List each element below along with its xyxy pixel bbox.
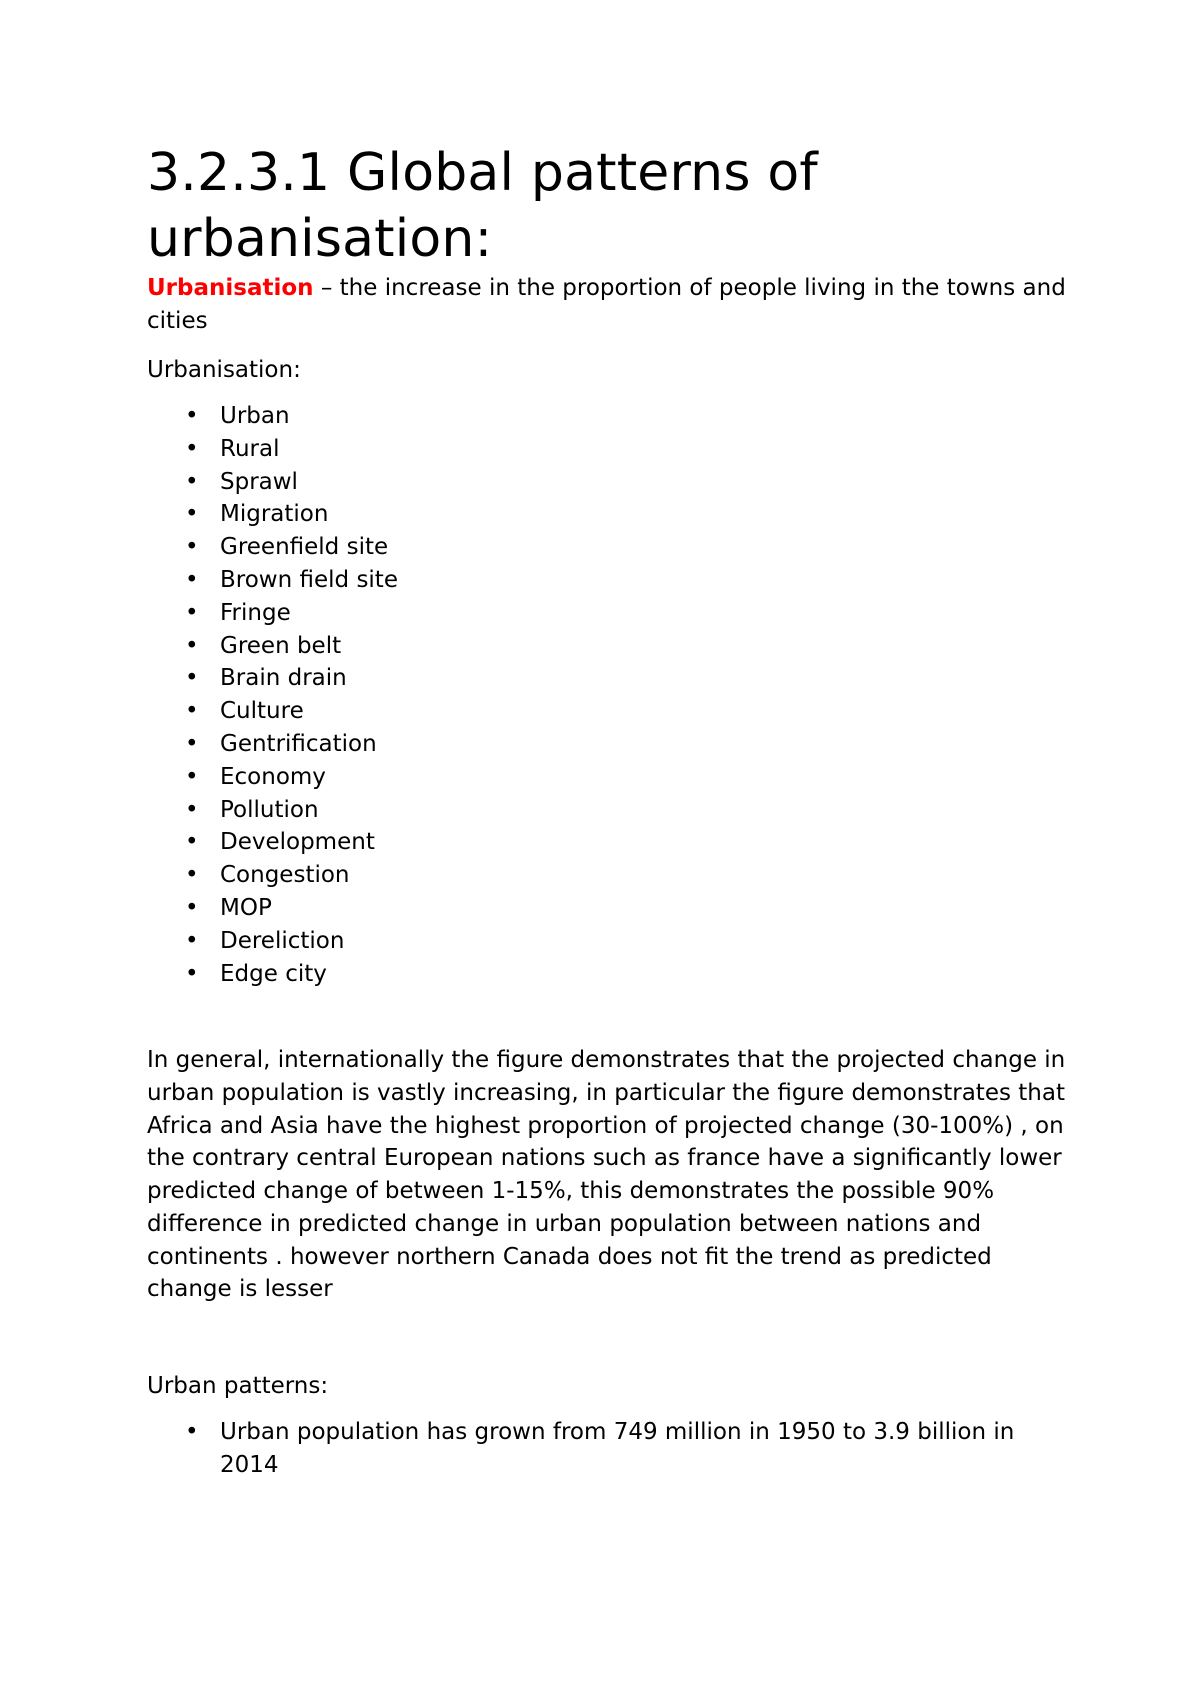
term-list-item-text: Brown field site xyxy=(220,566,398,593)
term-list-item xyxy=(147,630,1077,663)
bullet-icon: • xyxy=(185,566,199,593)
term-list-item-text: Congestion xyxy=(220,862,350,889)
bullet-icon: • xyxy=(185,829,199,856)
term-list-item xyxy=(147,794,1077,827)
term-list-item-text: Development xyxy=(220,829,375,856)
definition-text: – the increase in the proportion of people living in the towns and cities xyxy=(147,275,1066,334)
urban-patterns-list xyxy=(147,1416,1077,1482)
bullet-icon: • xyxy=(185,501,199,528)
term-list-item-text: Dereliction xyxy=(220,927,345,954)
term-list-item-text: Economy xyxy=(220,763,326,790)
term-list-item xyxy=(147,925,1077,958)
urban-patterns-label: Urban patterns: xyxy=(147,1372,329,1399)
definition-term: Urbanisation xyxy=(147,275,314,301)
urbanisation-list-label: Urbanisation: xyxy=(147,357,301,383)
bullet-icon: • xyxy=(185,730,199,757)
term-list-item xyxy=(147,400,1077,433)
definition-paragraph xyxy=(147,272,1077,338)
term-list-item-text: Culture xyxy=(220,698,304,725)
bullet-icon: • xyxy=(185,894,199,921)
term-list-item-text: Brain drain xyxy=(220,665,347,692)
page-title: 3.2.3.1 Global patterns of urbanisation: xyxy=(147,143,818,269)
term-list-item-text: Migration xyxy=(220,501,329,528)
term-list-item xyxy=(147,958,1077,991)
term-list-item-text: Greenfield site xyxy=(220,534,389,561)
bullet-icon: • xyxy=(185,534,199,561)
bullet-icon: • xyxy=(185,632,199,659)
term-list-item-text: Pollution xyxy=(220,796,319,823)
term-list-item-text: Fringe xyxy=(220,599,291,626)
bullet-icon: • xyxy=(185,403,199,429)
term-list-item-text: Gentrification xyxy=(220,730,377,757)
term-list-item xyxy=(147,498,1077,531)
term-list-item xyxy=(147,466,1077,499)
summary-paragraph: In general, internationally the figure demonstrates that the projected change in urban population is vastly increasing, in particular the figure demonstrates that Africa and Asia have the highest proportion of projected change (30-100%) , on the contrary central European nations such as france have a significantly lower predicted change of between 1-15%, this demonstrates the possible 90% difference in predicted change in urban population between nations and continents . however northern Canada does not fit the trend as predicted change is lesser xyxy=(147,1047,1066,1303)
bullet-icon: • xyxy=(185,599,199,626)
pattern-list-item-text: Urban population has grown from 749 million in 1950 to 3.9 billion in 2014 xyxy=(220,1418,1015,1478)
term-list-item xyxy=(147,564,1077,597)
term-list-item-text: Rural xyxy=(220,435,280,462)
bullet-icon: • xyxy=(185,1418,199,1445)
pattern-list-item xyxy=(147,1416,1077,1482)
term-list-item-text: Green belt xyxy=(220,632,342,659)
term-list-item xyxy=(147,859,1077,892)
term-list-item xyxy=(147,761,1077,794)
term-list-item xyxy=(147,892,1077,925)
bullet-icon: • xyxy=(185,862,199,889)
term-list-item-text: Sprawl xyxy=(220,468,298,495)
bullet-icon: • xyxy=(185,698,199,725)
term-list-item xyxy=(147,826,1077,859)
term-list-item-text: Urban xyxy=(220,403,290,429)
term-list-item xyxy=(147,662,1077,695)
bullet-icon: • xyxy=(185,796,199,823)
term-list-item xyxy=(147,433,1077,466)
term-list-item xyxy=(147,695,1077,728)
bullet-icon: • xyxy=(185,665,199,692)
term-list-item-text: Edge city xyxy=(220,960,327,987)
term-list-item xyxy=(147,531,1077,564)
bullet-icon: • xyxy=(185,960,199,987)
term-list-item xyxy=(147,728,1077,761)
document-page xyxy=(147,140,1077,1482)
bullet-icon: • xyxy=(185,468,199,495)
bullet-icon: • xyxy=(185,763,199,790)
key-terms-list xyxy=(147,400,1077,990)
term-list-item xyxy=(147,597,1077,630)
bullet-icon: • xyxy=(185,927,199,954)
bullet-icon: • xyxy=(185,435,199,462)
term-list-item-text: MOP xyxy=(220,894,272,921)
